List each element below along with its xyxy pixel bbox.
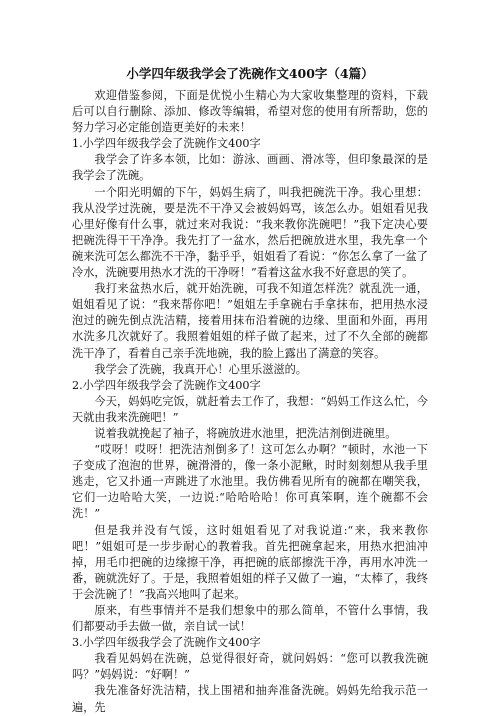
section-1-heading: 1.小学四年级我学会了洗碗作文400字: [72, 137, 261, 151]
section-2-paragraph-3: “哎呀！哎呀！把洗洁剂倒多了！这可怎么办啊？”顿时，水池一下子变成了泡泡的世界，碗滑滑的，像一条小泥鳅，时时刻刻想从我手里逃走，它又扑通一声跳进了水池里。我仿佛看见所有的碗都在嘲笑我，它们一边哈哈大笑，一边说:“哈哈哈哈！你可真笨啊，连个碗都不会洗！”: [72, 443, 428, 521]
document-title: 小学四年级我学会了洗碗作文400字（4篇）: [126, 66, 374, 81]
section-1-paragraph-4: 我学会了洗碗，我真开心！心里乐滋滋的。: [94, 362, 307, 376]
section-3-paragraph-2: 我先准备好洗洁精，找上围裙和抽奔准备洗碗。妈妈先给我示范一遍，先: [72, 684, 428, 714]
section-2-paragraph-2: 说着我就挽起了袖子，将碗放进水池里，把洗洁剂倒进碗里。: [94, 426, 397, 440]
section-2-paragraph-4: 但是我并没有气馁，这时姐姐看见了对我说道:“来，我来教你吧！”姐姐可是一步步耐心的教着我。首先把碗拿起来，用热水把油冲掉，用毛巾把碗的边缘擦干净，再把碗的底部擦洗干净，再用水冲洗一番，碗就洗好了。于是，我照着姐姐的样子又做了一遍，“太棒了，我终于会洗碗了！”我高兴地叫了起来。: [72, 523, 428, 601]
section-2-paragraph-1: 今天，妈妈吃完饭，就赶着去工作了，我想：“妈妈工作这么忙，今天就由我来洗碗吧！”: [72, 394, 428, 424]
section-2-heading: 2.小学四年级我学会了洗碗作文400字: [72, 378, 261, 392]
section-1-paragraph-3: 我打来盆热水后，就开始洗碗，可我不知道怎样洗？就乱洗一通，姐姐看见了说：“我来帮你吧！”姐姐左手拿碗右手拿抹布，把用热水浸泡过的碗先倒点洗洁精，接着用抹布沿着碗的边缘、里面和外面，再用水洗多几次就好了。我照着姐姐的样子做了起来，过了不久全部的碗都洗干净了，看着自己亲手洗地碗，我的脸上露出了满意的笑容。: [72, 282, 428, 360]
section-1-paragraph-1: 我学会了许多本领，比如：游泳、画画、滑冰等，但印象最深的是我学会了洗碗。: [72, 153, 428, 183]
intro-paragraph: 欢迎借鉴参阅，下面是优悦小生精心为大家收集整理的资料，下载后可以自行删除、添加、修改等编辑，希望对您的使用有所帮助，您的努力学习必定能创造更美好的未来！: [72, 89, 428, 135]
section-3-paragraph-1: 我看见妈妈在洗碗，总觉得很好奇，就问妈妈：“您可以教我洗碗吗？”妈妈说：“好啊！”: [72, 652, 428, 682]
section-2-paragraph-5: 原来，有些事情并不是我们想象中的那么简单，不管什么事情，我们都要动手去做一做，亲自试一试！: [72, 604, 428, 634]
document-body: [72, 88, 428, 716]
section-1-paragraph-2: 一个阳光明媚的下午，妈妈生病了，叫我把碗洗干净。我心里想：我从没学过洗碗，要是洗不干净又会被妈妈骂，该怎么办。姐姐看见我心里好像有什么事，就过来对我说：“我来教你洗碗吧！”我下定决心要把碗洗得干干净净。我先打了一盆水，然后把碗放进水里，我先拿一个碗来洗可怎么都洗不干净，黏乎乎，姐姐看了看说：“你怎么拿了一盆了冷水，洗碗要用热水才洗的干净呀！”看着这盆水我不好意思的笑了。: [72, 185, 428, 280]
section-3-heading: 3.小学四年级我学会了洗碗作文400字: [72, 636, 261, 650]
